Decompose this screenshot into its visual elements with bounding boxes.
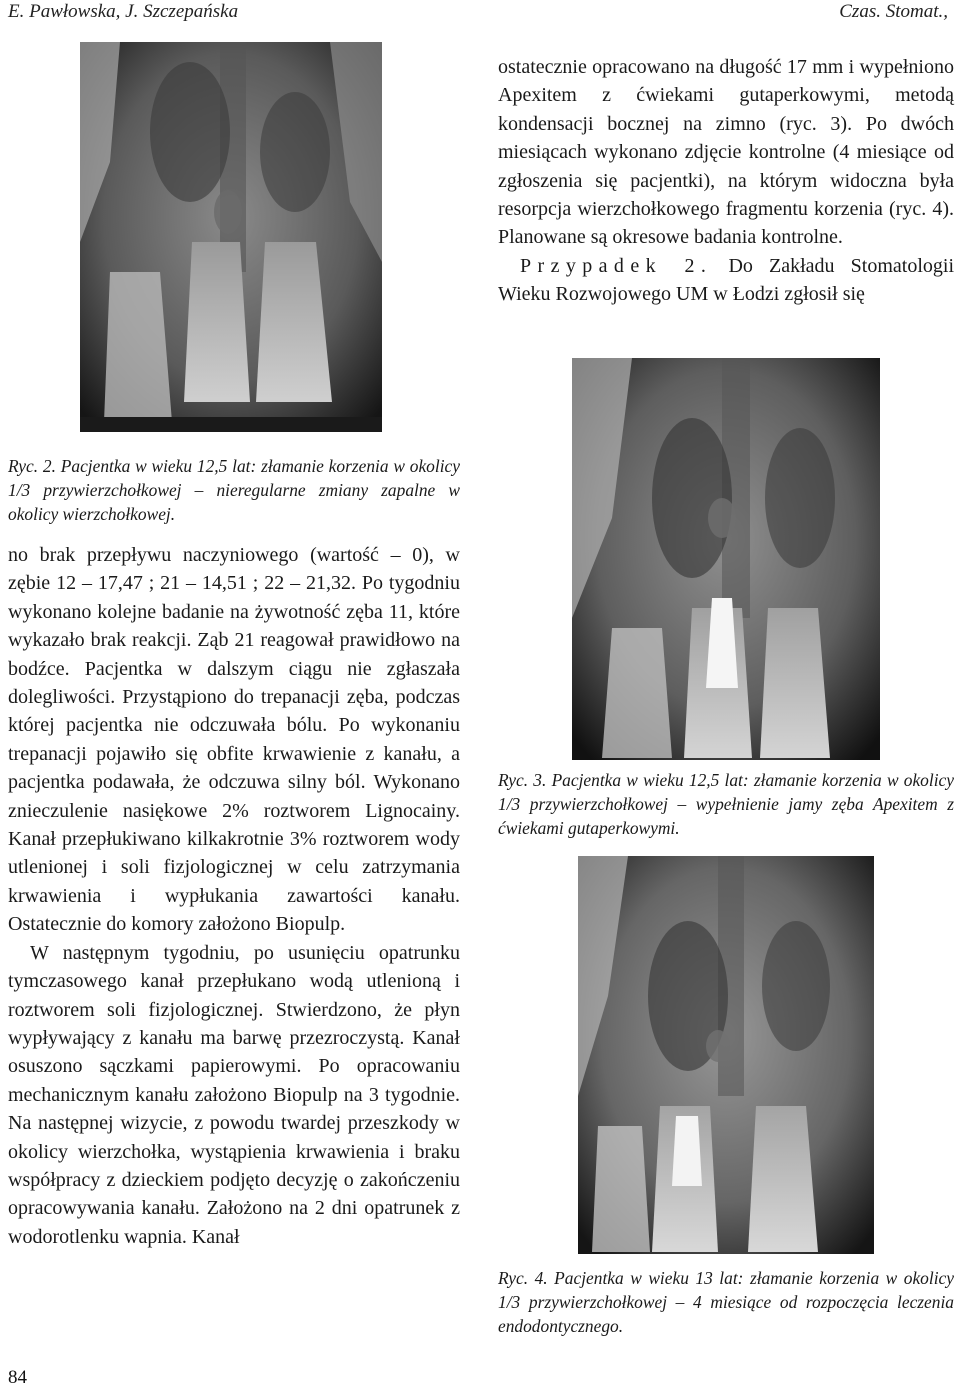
paragraph: no brak przepływu naczyniowego (wartość – 0), w zębie 12 – 17,47 ; 21 – 14,51 ; 22 – 21,32. Po tygodniu wykonano kolejne badanie na żywotność zęba 11, które wykazało brak reakcji. Ząb 21 reagował prawidłowo na bodźce. Pacjentka w dalszym ciągu nie zgłaszała dolegliwości. Przystąpiono do trepanacji zęba, podczas której pacjentka nie odczuwała bólu. Po wykonaniu trepanacji pojawiło się obfite krwawienie z kanału, a pacjentka podawała, że odczuwa silny ból. Wykonano znieczulenie nasiękowe 2% roztworem Lignocainy. Kanał przepłukiwano kilkakrotnie 3% roztworem wody utlenionej i soli fizjologicznej w celu zatrzymania krwawienia i wypłukania zawartości kanału. Ostatecznie do komory założono Biopulp. [8,544,460,936]
figure-2-caption [8,454,460,526]
right-column-text [498,53,954,309]
figure-label: Ryc. 4. [498,1268,548,1288]
caption-text: Pacjentka w wieku 12,5 lat: złamanie korzenia w okolicy 1/3 przywierzchołkowej – wypełnienie jamy zęba Apexitem z ćwiekami gutaperkowymi. [498,770,954,838]
paragraph: W następnym tygodniu, po usunięciu opatrunku tymczasowego kanał przepłukano wodą utlenioną i roztworem soli fizjologicznej. Stwierdzono, że płyn wypływający z kanału ma barwę przezroczystą. Kanał osuszono sączkami papierowymi. Po opracowaniu mechanicznym kanału założono Biopulp na 3 tygodnie. Na następnej wizycie, z powodu twardej przeszkody w okolicy wierzchołka, wystąpienia krwawienia i braku współpracy z dzieckiem podjęto decyzję o zakończeniu opracowywania kanału. Założono na 2 dni opatrunek z wodorotlenku wapnia. Kanał [8,941,460,1248]
paragraph: ostatecznie opracowano na długość 17 mm i wypełniono Apexitem z ćwiekami gutaperkowymi, metodą kondensacji bocznej na zimno (ryc. 3). Po dwóch miesiącach wykonano zdjęcie kontrolne (4 miesiące od zgłoszenia się pacjentki), na którym widoczna była resorpcja wierzchołkowego fragmentu korzenia (ryc. 4). Planowane są okresowe badania kontrolne. [498,56,954,249]
radiograph-fig4 [578,856,874,1254]
figure-label: Ryc. 2. [8,456,56,476]
figure-label: Ryc. 3. [498,770,547,790]
figure-4-caption [498,1266,954,1338]
radiograph-fig2 [80,42,382,432]
running-head-authors: E. Pawłowska, J. Szczepańska [8,1,239,22]
case-text: Do Zakładu Stomatologii Wieku Rozwojowego UM w Łodzi zgłosił się [498,254,955,306]
caption-text: Pacjentka w wieku 12,5 lat: złamanie korzenia w okolicy 1/3 przywierzchołkowej – nieregularne zmiany zapalne w okolicy wierzchołkowej. [8,456,460,524]
left-column-text [8,541,460,1251]
caption-text: Pacjentka w wieku 13 lat: złamanie korzenia w okolicy 1/3 przywierzchołkowej – 4 miesiące od rozpoczęcia leczenia endodontycznego. [498,1268,954,1336]
case-label: Przypadek 2. [520,254,713,277]
radiograph-fig3 [572,358,880,760]
figure-3-caption [498,768,954,840]
paragraph-case-2 [498,252,954,309]
page-number: 84 [8,1367,27,1388]
running-head-journal: Czas. Stomat., [839,1,948,22]
